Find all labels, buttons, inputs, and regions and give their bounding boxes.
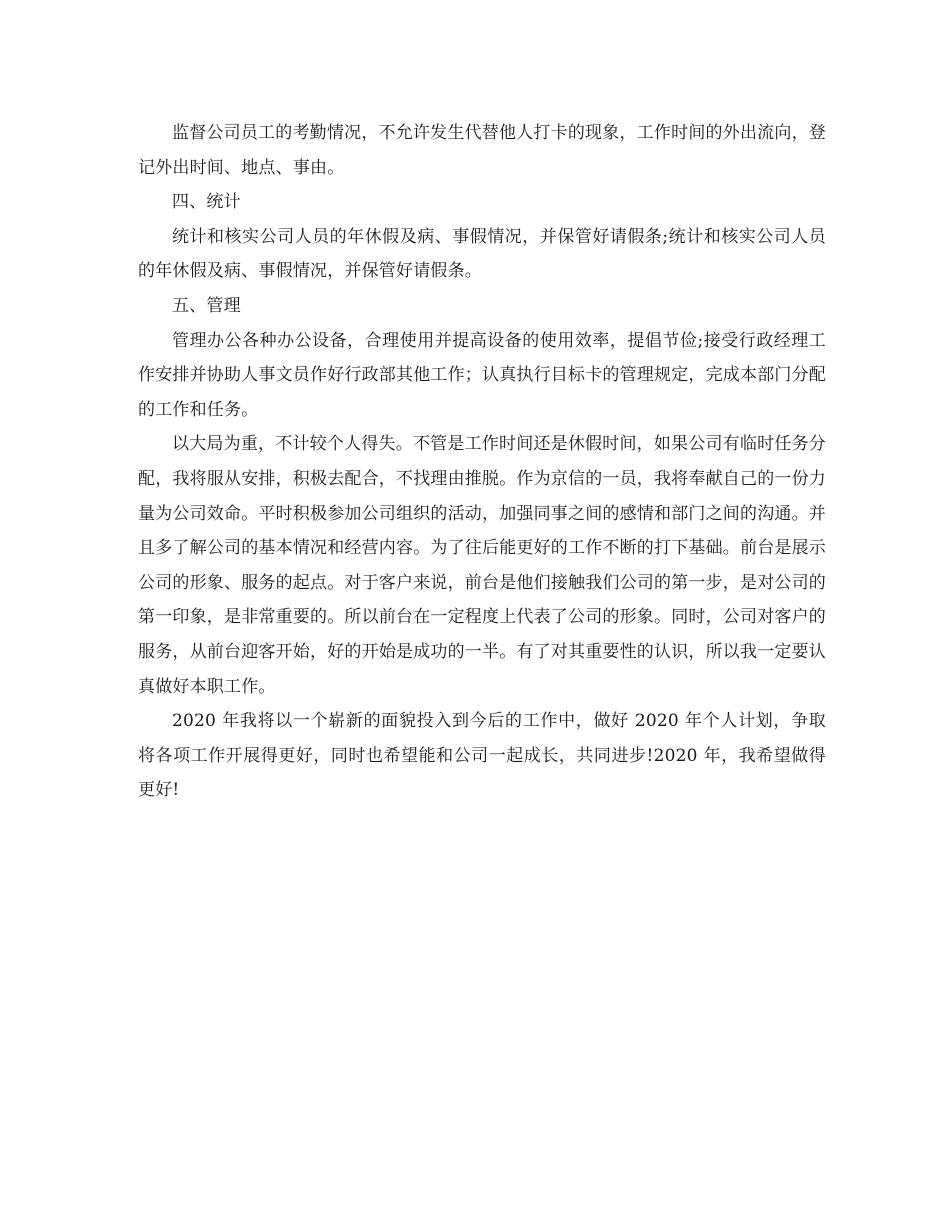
paragraph-statistics: 统计和核实公司人员的年休假及病、事假情况，并保管好请假条;统计和核实公司人员的年休假及病、事假情况，并保管好请假条。 — [138, 226, 826, 282]
document-body — [138, 116, 826, 808]
paragraph-closing-plan: 2020 年我将以一个崭新的面貌投入到今后的工作中，做好 2020 年个人计划，争取将各项工作开展得更好，同时也希望能和公司一起成长，共同进步!2020 年，我希望做得更好! — [138, 711, 826, 801]
paragraph-management: 管理办公各种办公设备，合理使用并提高设备的使用效率，提倡节俭;接受行政经理工作安排并协助人事文员作好行政部其他工作；认真执行目标卡的管理规定，完成本部门分配的工作和任务。 — [138, 330, 826, 420]
paragraph-overall-attitude: 以大局为重，不计较个人得失。不管是工作时间还是休假时间，如果公司有临时任务分配，我将服从安排，积极去配合，不找理由推脱。作为京信的一员，我将奉献自己的一份力量为公司效命。平时积极参加公司组织的活动，加强同事之间的感情和部门之间的沟通。并且多了解公司的基本情况和经营内容。为了往后能更好的工作不断的打下基础。前台是展示公司的形象、服务的起点。对于客户来说，前台是他们接触我们公司的第一步，是对公司的第一印象，是非常重要的。所以前台在一定程度上代表了公司的形象。同时，公司对客户的服务，从前台迎客开始，好的开始是成功的一半。有了对其重要性的认识，所以我一定要认真做好本职工作。 — [138, 434, 826, 697]
section-heading-management: 五、管理 — [172, 295, 241, 316]
section-heading-statistics: 四、统计 — [172, 192, 241, 213]
paragraph-attendance: 监督公司员工的考勤情况，不允许发生代替他人打卡的现象，工作时间的外出流向，登记外出时间、地点、事由。 — [138, 123, 826, 178]
